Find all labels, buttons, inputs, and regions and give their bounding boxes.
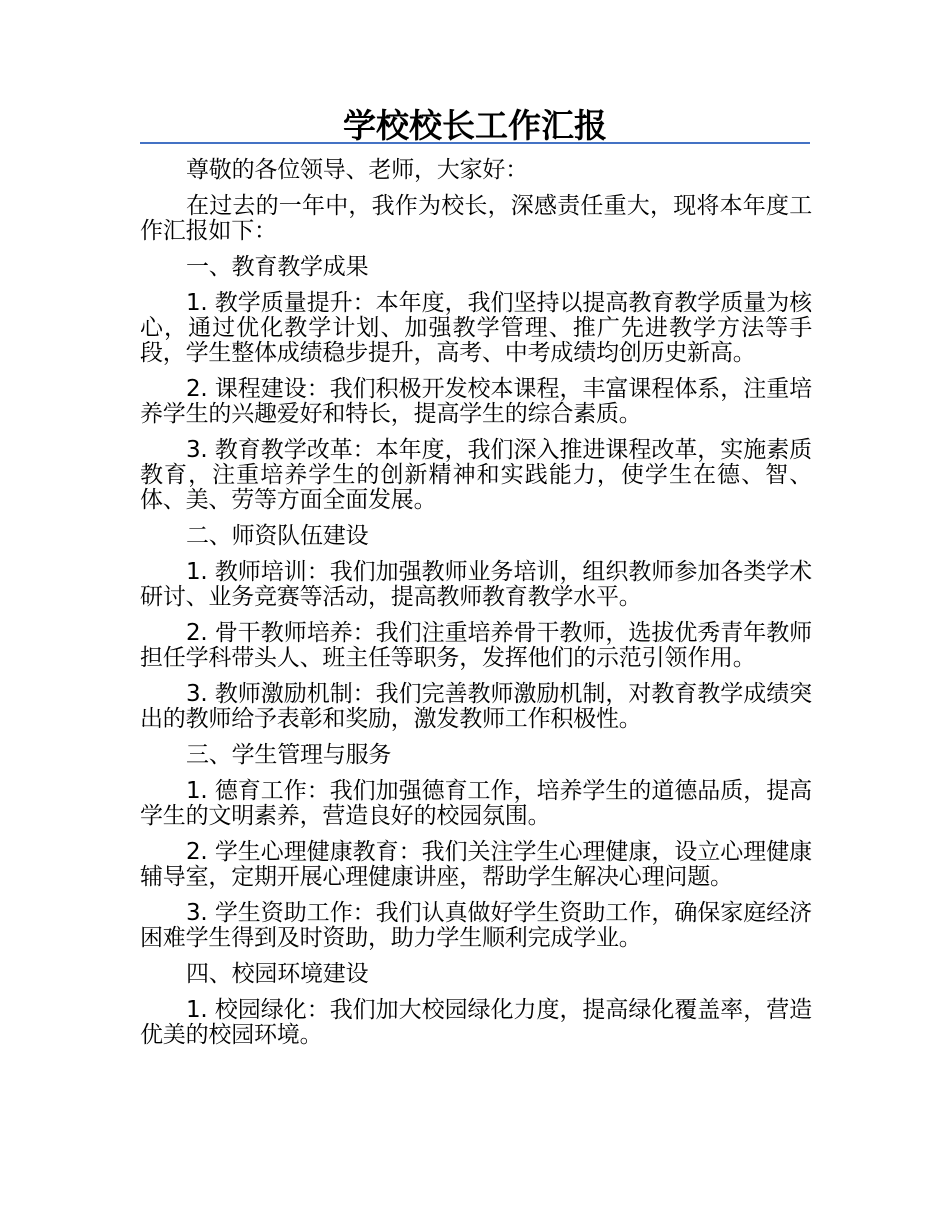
paragraph-curriculum: 2. 课程建设：我们积极开发校本课程，丰富课程体系，注重培养学生的兴趣爱好和特长，提高学生的综合素质。 [140, 376, 812, 427]
document-body [140, 158, 812, 1048]
title-block [140, 102, 810, 144]
intro-paragraph: 在过去的一年中，我作为校长，深感责任重大，现将本年度工作汇报如下： [140, 193, 812, 244]
section-heading-students: 三、学生管理与服务 [186, 742, 392, 768]
section-heading-campus: 四、校园环境建设 [186, 961, 369, 987]
paragraph-financial-aid: 3. 学生资助工作：我们认真做好学生资助工作，确保家庭经济困难学生得到及时资助，助力学生顺利完成学业。 [140, 900, 812, 951]
paragraph-greening: 1. 校园绿化：我们加大校园绿化力度，提高绿化覆盖率，营造优美的校园环境。 [140, 997, 812, 1048]
paragraph-teaching-quality: 1. 教学质量提升：本年度，我们坚持以提高教育教学质量为核心，通过优化教学计划、加强教学管理、推广先进教学方法等手段，学生整体成绩稳步提升，高考、中考成绩均创历史新高。 [140, 290, 812, 366]
paragraph-key-teachers: 2. 骨干教师培养：我们注重培养骨干教师，选拔优秀青年教师担任学科带头人、班主任等职务，发挥他们的示范引领作用。 [140, 620, 812, 671]
paragraph-teaching-reform: 3. 教育教学改革：本年度，我们深入推进课程改革，实施素质教育，注重培养学生的创新精神和实践能力，使学生在德、智、体、美、劳等方面全面发展。 [140, 437, 812, 513]
paragraph-incentives: 3. 教师激励机制：我们完善教师激励机制，对教育教学成绩突出的教师给予表彰和奖励，激发教师工作积极性。 [140, 681, 812, 732]
paragraph-teacher-training: 1. 教师培训：我们加强教师业务培训，组织教师参加各类学术研讨、业务竞赛等活动，提高教师教育教学水平。 [140, 559, 812, 610]
section-heading-faculty: 二、师资队伍建设 [186, 523, 369, 549]
document-title: 学校校长工作汇报 [343, 106, 607, 145]
paragraph-mental-health: 2. 学生心理健康教育：我们关注学生心理健康，设立心理健康辅导室，定期开展心理健康讲座，帮助学生解决心理问题。 [140, 839, 812, 890]
paragraph-moral-education: 1. 德育工作：我们加强德育工作，培养学生的道德品质，提高学生的文明素养，营造良好的校园氛围。 [140, 778, 812, 829]
section-heading-teaching: 一、教育教学成果 [186, 254, 369, 280]
greeting-paragraph: 尊敬的各位领导、老师，大家好： [186, 157, 529, 183]
